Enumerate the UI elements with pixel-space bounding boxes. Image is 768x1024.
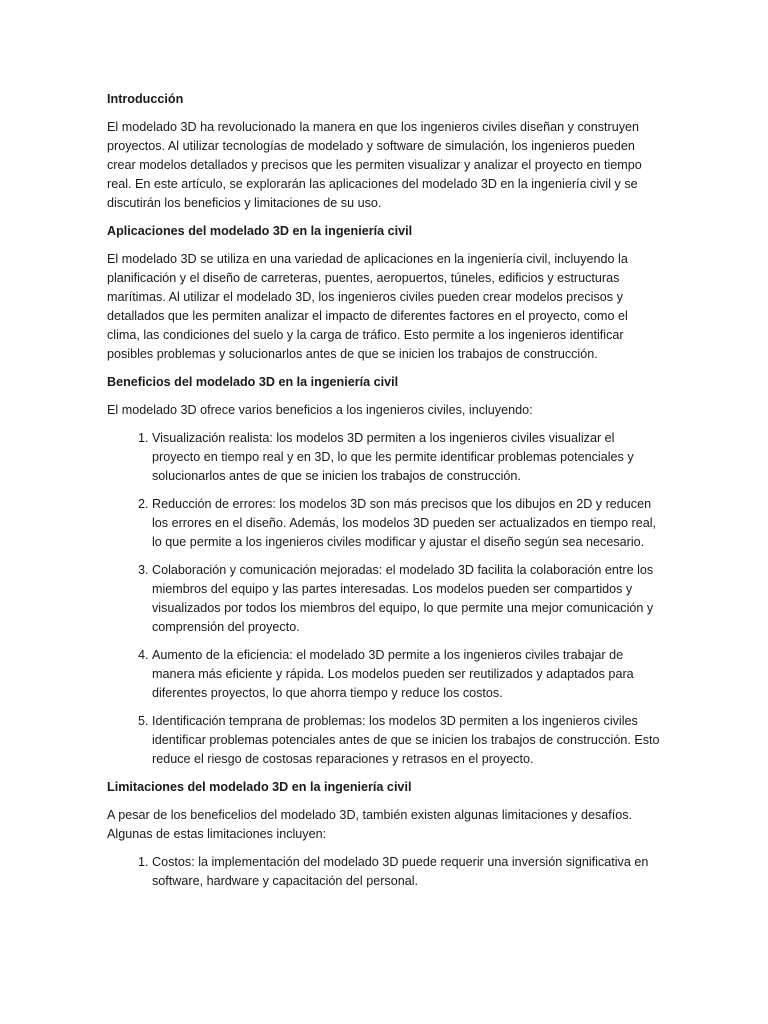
list-item: 5. Identificación temprana de problemas: los modelos 3D permiten a los ingenieros civiles identificar problemas potenciales antes de que se inicien los trabajos de construcción. Esto reduce el riesgo de costosas reparaciones y retrasos en el proyecto. bbox=[152, 712, 664, 769]
list-item: 1. Costos: la implementación del modelado 3D puede requerir una inversión significativa en software, hardware y capacitación del personal. bbox=[152, 853, 664, 891]
list-item: 2. Reducción de errores: los modelos 3D son más precisos que los dibujos en 2D y reducen los errores en el diseño. Además, los modelos 3D pueden ser actualizados en tiempo real, lo que permite a los ingenieros civiles modificar y ajustar el diseño según sea necesario. bbox=[152, 495, 664, 552]
limitations-heading: Limitaciones del modelado 3D en la ingeniería civil bbox=[107, 780, 412, 794]
applications-heading: Aplicaciones del modelado 3D en la ingeniería civil bbox=[107, 224, 413, 238]
benefits-list bbox=[107, 429, 664, 769]
list-item: 4. Aumento de la eficiencia: el modelado 3D permite a los ingenieros civiles trabajar de manera más eficiente y rápida. Los modelos pueden ser reutilizados y adaptados para diferentes proyectos, lo que ahorra tiempo y reduce los costos. bbox=[152, 646, 664, 703]
intro-heading: Introducción bbox=[107, 92, 184, 106]
list-item: 1. Visualización realista: los modelos 3D permiten a los ingenieros civiles visualizar el proyecto en tiempo real y en 3D, lo que les permite identificar problemas potenciales y solucionarlos antes de que se inicien los trabajos de construcción. bbox=[152, 429, 664, 486]
list-item: 3. Colaboración y comunicación mejoradas: el modelado 3D facilita la colaboración entre los miembros del equipo y las partes interesadas. Los modelos pueden ser compartidos y visualizados por todos los miembros del equipo, lo que permite una mejor comunicación y comprensión del proyecto. bbox=[152, 561, 664, 637]
limitations-list bbox=[107, 853, 664, 891]
intro-paragraph: El modelado 3D ha revolucionado la manera en que los ingenieros civiles diseñan y construyen proyectos. Al utilizar tecnologías de modelado y software de simulación, los ingenieros pueden crear modelos detallados y precisos que les permiten visualizar y analizar el proyecto en tiempo real. En este artículo, se explorarán las aplicaciones del modelado 3D en la ingeniería civil y se discutirán los beneficios y limitaciones de su uso. bbox=[107, 120, 642, 210]
benefits-intro: El modelado 3D ofrece varios beneficios a los ingenieros civiles, incluyendo: bbox=[107, 403, 533, 417]
limitations-intro: A pesar de los beneficelios del modelado 3D, también existen algunas limitaciones y desafíos. Algunas de estas limitaciones incluyen: bbox=[107, 808, 633, 841]
applications-paragraph: El modelado 3D se utiliza en una variedad de aplicaciones en la ingeniería civil, incluyendo la planificación y el diseño de carreteras, puentes, aeropuertos, túneles, edificios y estructuras marítimas. Al utilizar el modelado 3D, los ingenieros civiles pueden crear modelos precisos y detallados que les permiten analizar el impacto de diferentes factores en el proyecto, como el clima, las condiciones del suelo y la carga de tráfico. Esto permite a los ingenieros identificar posibles problemas y solucionarlos antes de que se inicien los trabajos de construcción. bbox=[107, 252, 628, 361]
benefits-heading: Beneficios del modelado 3D en la ingeniería civil bbox=[107, 375, 399, 389]
